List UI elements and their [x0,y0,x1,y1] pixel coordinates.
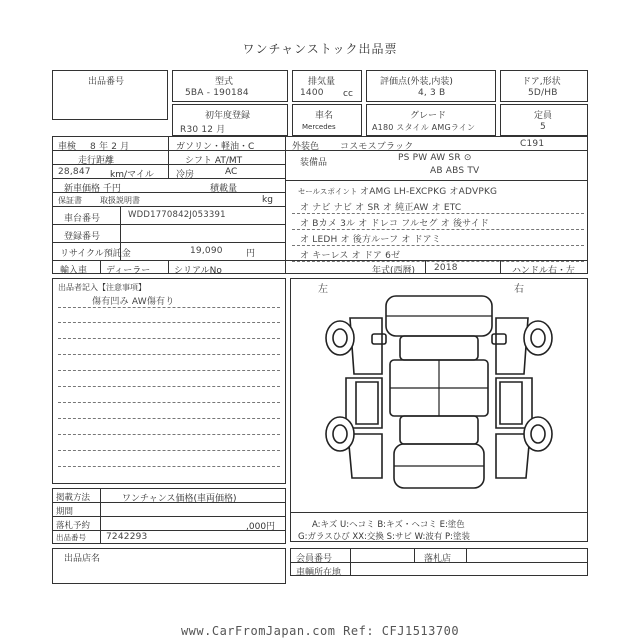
mileage-unit: km/マイル [110,170,154,180]
shift-label: シフト AT/MT [185,156,243,166]
handle-label: ハンドル右・左 [512,266,576,276]
exterior-color-label: 外装色 [292,142,320,152]
displacement-label: 排気量 [308,77,336,87]
inspection-label: 車検 [58,142,77,152]
loading-label: 積載量 [210,184,238,194]
footer-watermark: www.CarFromJapan.com Ref: CFJ1513700 [180,624,460,638]
sales-point-line-5: オ キーレス オ ドア 6ゼ [300,251,401,261]
mileage-label: 走行距離 [78,156,115,166]
store-label: 出品店名 [64,554,101,564]
recycle-unit: 円 [246,249,256,259]
start-label: 落札予約 [56,521,91,531]
equipment-items-2: AB ABS TV [430,166,480,176]
car-outline-diagram [290,278,588,518]
grade-label: グレード [410,111,447,121]
notes-line-1: 傷有凹み AW傷有り [92,297,175,307]
doors-label: ドア,形状 [522,77,561,87]
model-year-value: 2018 [434,263,458,273]
sales-points-label: セールスポイント [298,187,358,196]
capacity-label: 定員 [534,111,553,121]
grade-value: A180 スタイル AMGライン [372,123,476,132]
exterior-color-value: コスモスブラック [340,142,414,152]
first-registration-label: 初年度登録 [205,111,251,121]
method-label: 掲載方法 [56,493,91,503]
equipment-label: 装備品 [300,158,328,168]
dealer-label: ディーラー [106,266,151,276]
car-name-value: Mercedes [302,123,336,131]
chassis-label: 車台番号 [64,214,101,224]
equipment-items: PS PW AW SR ⊙ [398,153,472,163]
import-label: 輸入車 [60,266,88,276]
shipping-label: 車輌所在地 [296,568,342,578]
ac-value: AC [225,167,238,177]
method-value: ワンチャンス価格(車両価格) [122,494,237,504]
warranty-label: 保証書 [58,196,82,205]
left-side-mark: 左 [318,284,329,295]
rating-label: 評価点(外装,内装) [380,77,453,87]
sales-point-line-3: オ Bカメ 3ル オ ドレコ フルセグ オ 後サイド [300,219,490,229]
reg-number-label: 登録番号 [64,232,101,242]
model-year-label: 年式(西暦) [372,266,416,276]
inspection-value: 8 年 2 月 [90,142,130,152]
fuel-label: ガソリン・軽油・C [176,142,255,152]
model-value: 5BA - 190184 [185,88,249,98]
lot-number-label: 出品番号 [88,77,125,87]
displacement-unit: cc [343,89,353,99]
period-label: 期間 [56,507,74,517]
color-code-value: C191 [520,139,545,149]
capacity-value: 5 [540,122,546,132]
doors-value: 5D/HB [528,88,558,98]
displacement-value: 1400 [300,88,324,98]
loading-unit: kg [262,195,273,205]
rating-value: 4, 3 B [418,88,446,98]
lot-value: 7242293 [106,532,148,542]
legend-line-2: G:ガラスひび XX:交換 S:サビ W:波有 P:塗装 [298,532,471,542]
model-label: 型式 [215,77,234,87]
manual-label: 取扱説明書 [100,196,140,205]
recycle-value: 19,090 [190,246,223,256]
first-registration-value: R30 12 月 [180,125,226,135]
right-side-mark: 右 [514,284,525,295]
recycle-label: リサイクル預託金 [60,249,131,259]
sales-point-line-1: オAMG LH-EXCPKG オADVPKG [360,187,498,197]
start-value: ,000円 [246,522,276,532]
car-name-label: 車名 [315,111,334,121]
serial-label: シリアルNo [174,266,222,276]
form-title: ワンチャンストック出品票 [242,42,398,56]
chassis-value: WDD1770842J053391 [128,210,226,220]
notes-frame [52,278,286,484]
notes-heading: 出品者記入【注意事項】 [58,283,146,292]
new-price-label: 新車価格 千円 [64,184,121,194]
legend-line-1: A:キズ U:ヘコミ B:キズ・ヘコミ E:塗色 [312,520,465,530]
mileage-value: 28,847 [58,167,91,177]
sold-label: 落札店 [424,554,452,564]
lot-label: 出品番号 [56,533,86,542]
sales-point-line-2: オ ナビ ナビ オ SR オ 純正AW オ ETC [300,203,462,213]
sales-point-line-4: オ LEDH オ 後方ルーフ オ ドアミ [300,235,441,245]
ac-label: 冷房 [176,170,195,180]
member-label: 会員番号 [296,554,333,564]
